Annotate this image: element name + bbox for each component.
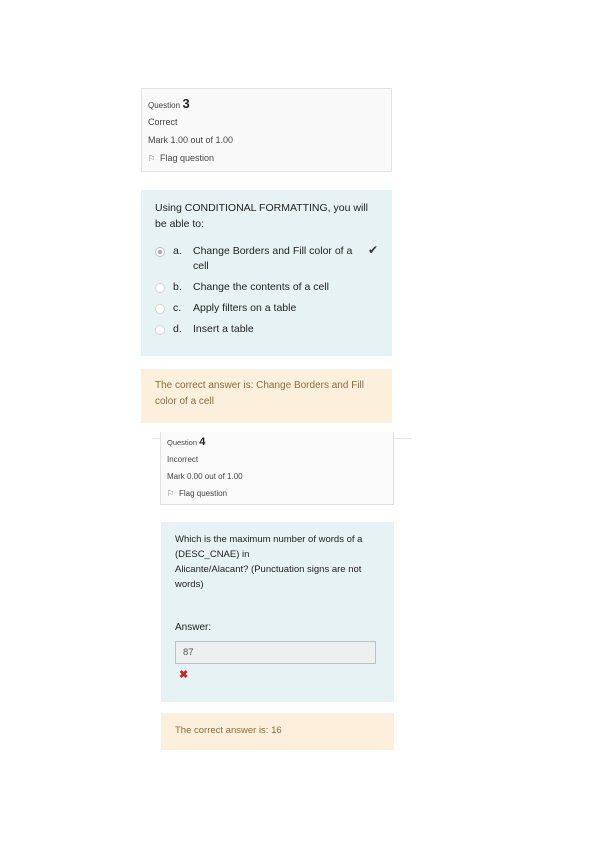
answer-input[interactable]: 87 — [175, 641, 376, 664]
question-number — [167, 434, 387, 451]
question-4-info — [160, 432, 394, 505]
radio-b[interactable] — [155, 283, 165, 293]
answer-option-b[interactable] — [155, 280, 378, 295]
question-state: Correct — [148, 117, 178, 127]
question-label: Question — [167, 438, 198, 447]
flag-question-link[interactable] — [167, 485, 387, 502]
option-text: Apply filters on a table — [193, 302, 297, 314]
cross-icon: ✖ — [179, 669, 189, 681]
question-number-value: 3 — [182, 96, 190, 111]
question-text-line: Which is the maximum number of words of a (DESC_CNAE) in — [175, 534, 363, 560]
option-text: Change the contents of a cell — [193, 281, 330, 293]
question-text-line: Alicante/Alacant? (Punctuation signs are not words) — [175, 564, 362, 590]
answer-option-a[interactable] — [155, 244, 378, 274]
flag-icon: ⚐ — [167, 489, 175, 498]
question-text — [175, 532, 380, 592]
question-text: Using CONDITIONAL FORMATTING, you will be able to: — [155, 202, 368, 230]
question-label: Question — [148, 101, 181, 110]
answer-option-c[interactable] — [155, 301, 378, 316]
flag-icon: ⚐ — [148, 154, 156, 163]
right-answer-feedback: The correct answer is: Change Borders and Fill color of a cell — [141, 369, 392, 423]
check-icon: ✔ — [367, 243, 378, 257]
answer-label: Answer: — [175, 622, 212, 633]
question-number — [148, 95, 385, 113]
option-letter: a. — [173, 245, 182, 257]
question-state: Incorrect — [167, 455, 199, 464]
radio-d[interactable] — [155, 325, 165, 335]
option-letter: c. — [173, 302, 182, 314]
option-letter: b. — [173, 281, 182, 293]
option-text: Change Borders and Fill color of a cell — [193, 245, 353, 272]
flag-question-link[interactable] — [148, 149, 385, 167]
flag-question-label: Flag question — [160, 153, 215, 163]
flag-question-label: Flag question — [179, 489, 228, 498]
question-grade: Mark 1.00 out of 1.00 — [148, 135, 234, 145]
question-4-formulation — [161, 522, 394, 702]
question-3-formulation — [141, 190, 392, 356]
answer-option-d[interactable] — [155, 322, 378, 337]
question-number-value: 4 — [199, 436, 206, 448]
radio-c[interactable] — [155, 304, 165, 314]
right-answer-feedback: The correct answer is: 16 — [161, 713, 394, 750]
option-letter: d. — [173, 323, 182, 335]
option-text: Insert a table — [193, 323, 254, 335]
question-3-info — [141, 88, 392, 172]
question-grade: Mark 0.00 out of 1.00 — [167, 472, 243, 481]
radio-a[interactable] — [155, 247, 165, 257]
